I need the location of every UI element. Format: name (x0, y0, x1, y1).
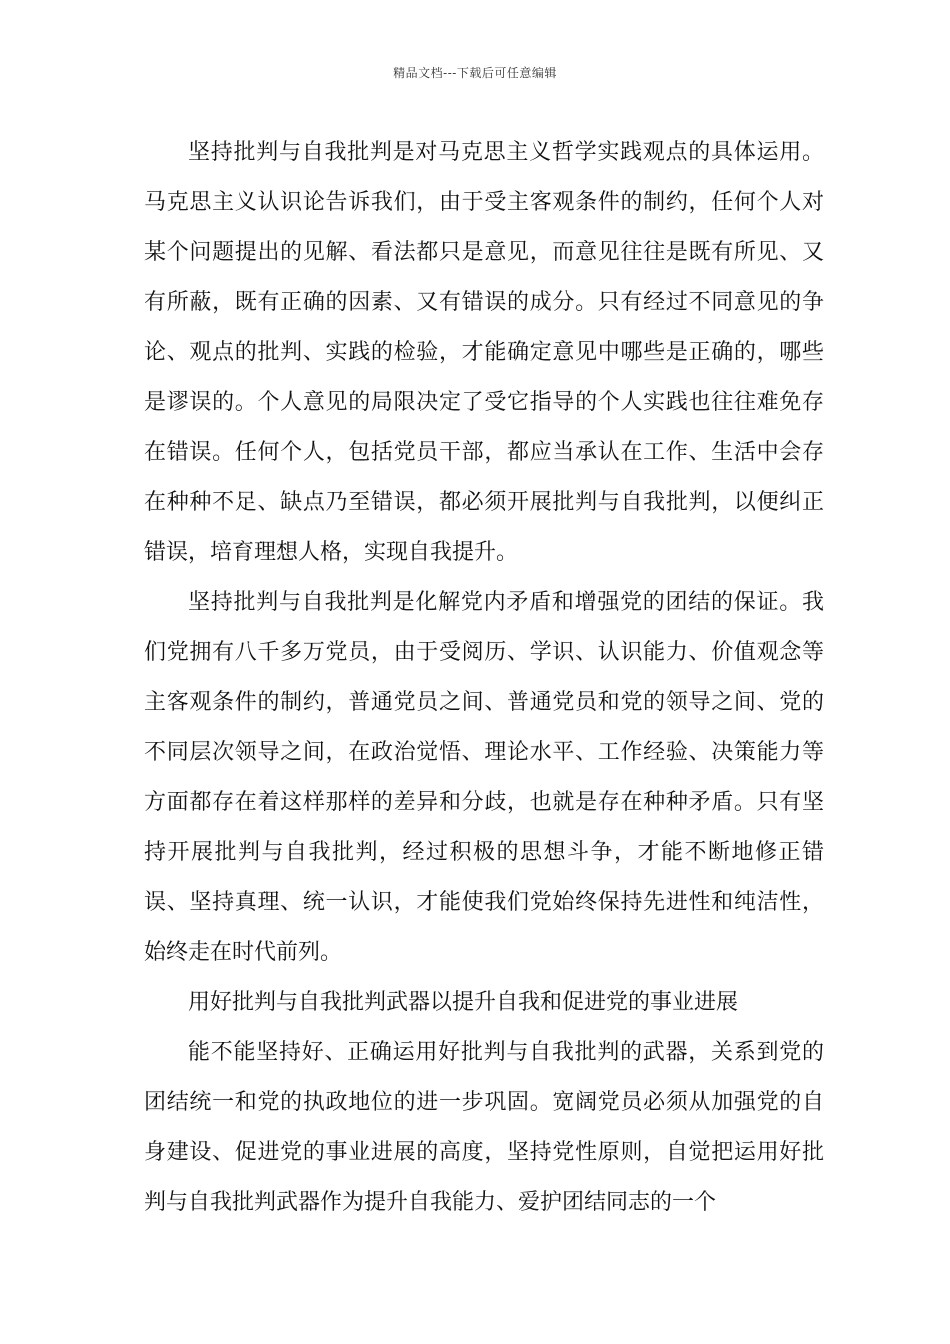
page-header: 精品文档---下载后可任意编辑 (393, 66, 557, 80)
document-body (144, 128, 824, 1228)
section-heading: 用好批判与自我批判武器以提升自我和促进党的事业进展 (188, 990, 739, 1015)
paragraph-2: 坚持批判与自我批判是化解党内矛盾和增强党的团结的保证。我们党拥有八千多万党员，由于受阅历、学识、认识能力、价值观念等主客观条件的制约，普通党员之间、普通党员和党的领导之间、党的不同层次领导之间，在政治觉悟、理论水平、工作经验、决策能力等方面都存在着这样那样的差异和分歧，也就是存在种种矛盾。只有坚持开展批判与自我批判，经过积极的思想斗争，才能不断地修正错误、坚持真理、统一认识，才能使我们党始终保持先进性和纯洁性，始终走在时代前列。 (144, 590, 824, 965)
paragraph-3: 能不能坚持好、正确运用好批判与自我批判的武器，关系到党的团结统一和党的执政地位的进一步巩固。宽阔党员必须从加强党的自身建设、促进党的事业进展的高度，坚持党性原则，自觉把运用好批判与自我批判武器作为提升自我能力、爱护团结同志的一个 (144, 1040, 824, 1215)
paragraph-1: 坚持批判与自我批判是对马克思主义哲学实践观点的具体运用。马克思主义认识论告诉我们，由于受主客观条件的制约，任何个人对某个问题提出的见解、看法都只是意见，而意见往往是既有所见、又有所蔽，既有正确的因素、又有错误的成分。只有经过不同意见的争论、观点的批判、实践的检验，才能确定意见中哪些是正确的，哪些是谬误的。个人意见的局限决定了受它指导的个人实践也往往难免存在错误。任何个人，包括党员干部，都应当承认在工作、生活中会存在种种不足、缺点乃至错误，都必须开展批判与自我批判，以便纠正错误，培育理想人格，实现自我提升。 (144, 140, 824, 565)
